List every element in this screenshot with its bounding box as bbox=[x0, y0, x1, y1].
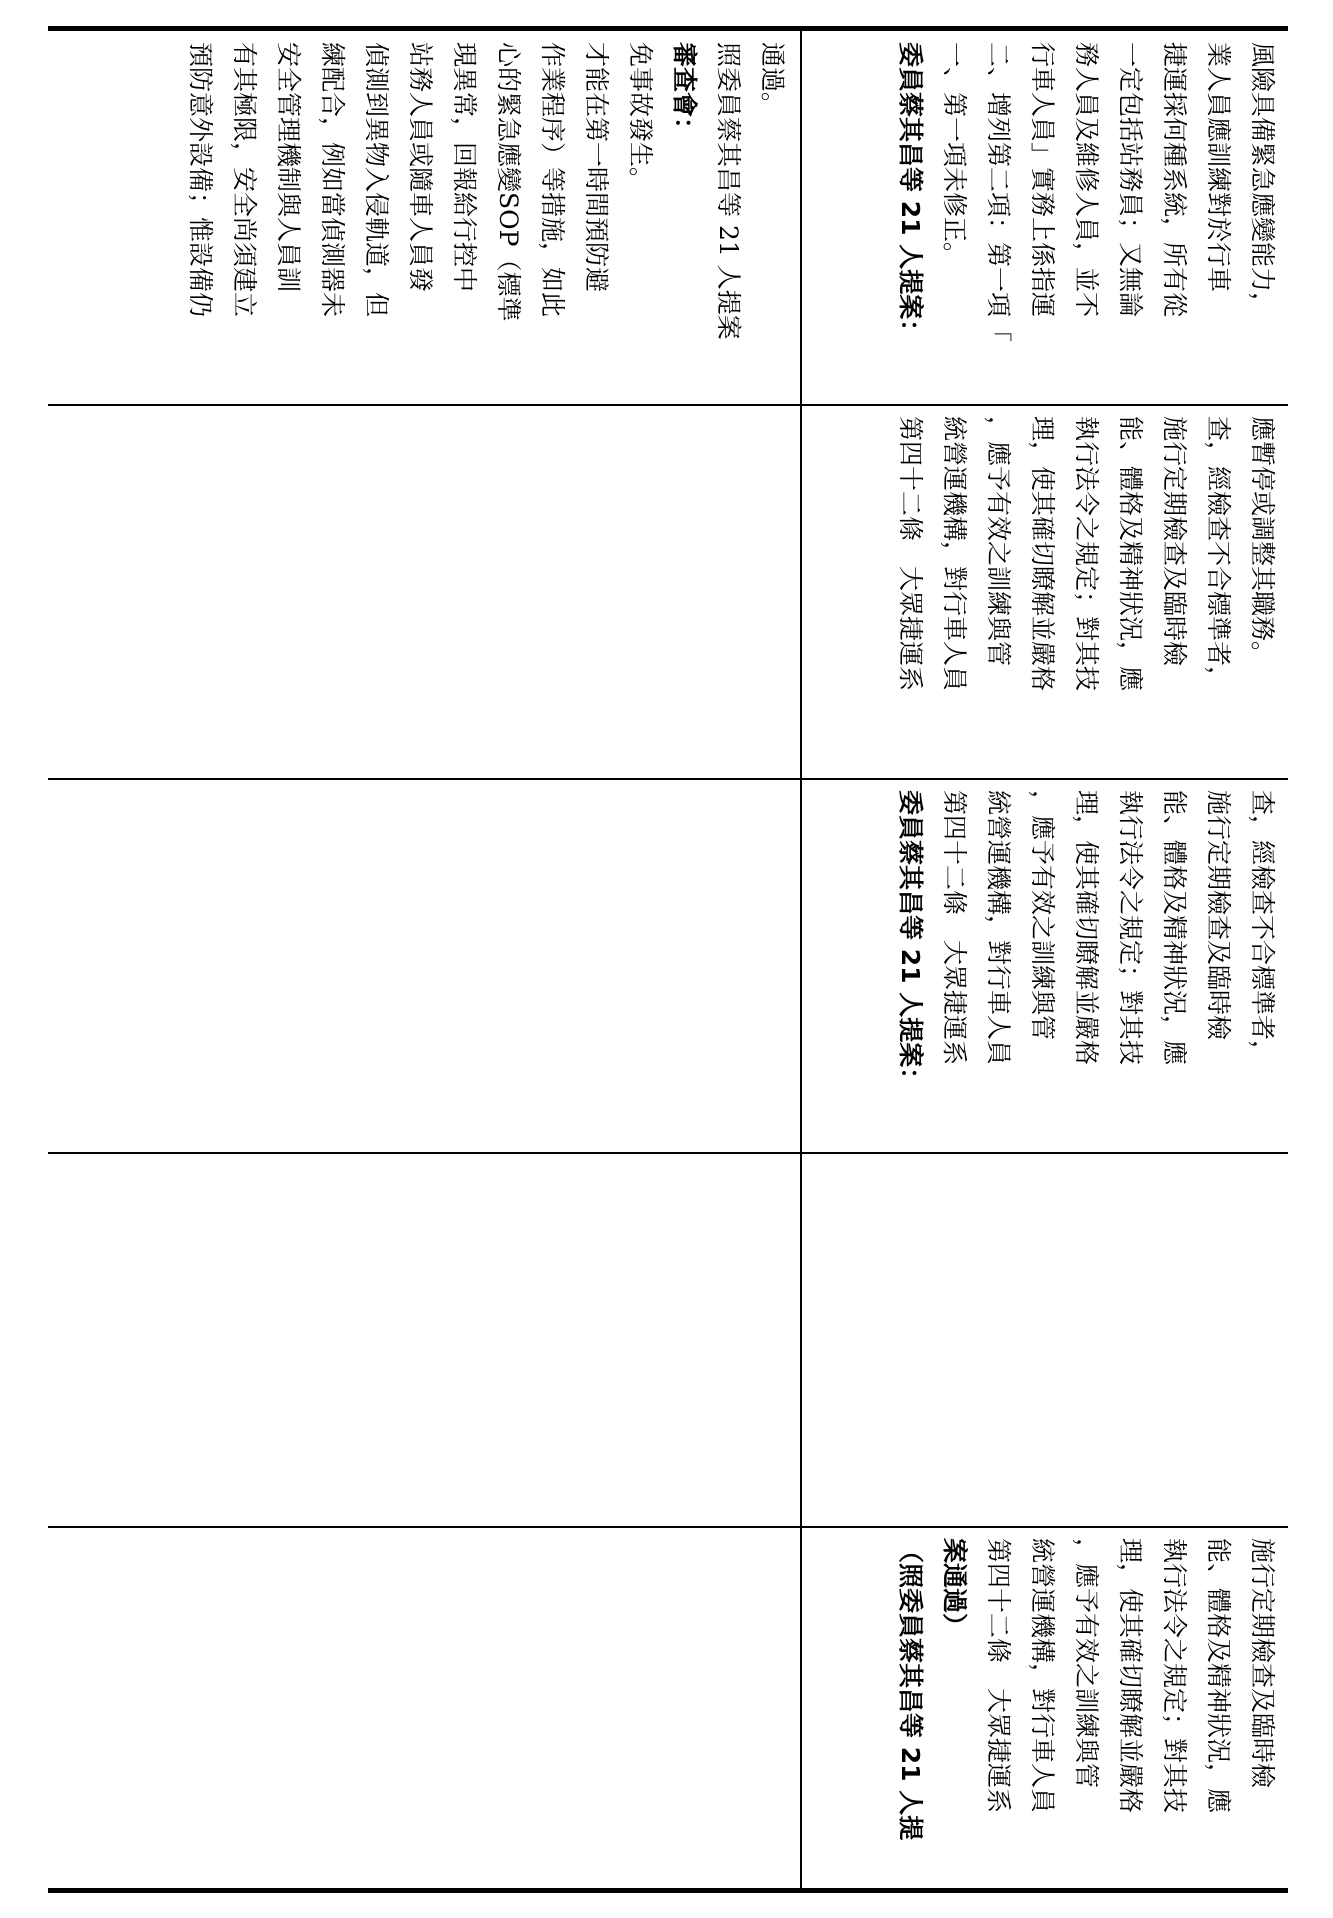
text-line: 預防意外設備；惟設備仍 bbox=[186, 42, 215, 318]
text-line: 現異常，回報給行控中 bbox=[450, 42, 479, 293]
text-line: 統營運機構，對行車人員 bbox=[984, 790, 1013, 1066]
text-line: 施行定期檢查及臨時檢 bbox=[1248, 1538, 1277, 1789]
text-line: 安全管理機制與人員訓 bbox=[274, 42, 303, 293]
text-line: 業人員應訓練對於行車 bbox=[1204, 42, 1233, 293]
row1-left-cell bbox=[50, 32, 798, 404]
table-bottom-rule bbox=[48, 1888, 1288, 1893]
text-line: 練配合，例如當偵測器未 bbox=[318, 42, 347, 318]
row1-right-cell bbox=[802, 32, 1288, 404]
text-line: 理，使其確切瞭解並嚴格 bbox=[1028, 416, 1057, 692]
text-line: 能、體格及精神狀況，應 bbox=[1160, 790, 1189, 1066]
text-line: 統營運機構，對行車人員 bbox=[940, 416, 969, 692]
text-line: 通過。 bbox=[758, 42, 787, 118]
text-line: 一定包括站務員；又無論 bbox=[1116, 42, 1145, 318]
text-line: （照委員蔡其昌等 21 人提 bbox=[896, 1538, 925, 1841]
text-line: 一、第一項未修正。 bbox=[940, 42, 969, 268]
text-line: 理，使其確切瞭解並嚴格 bbox=[1072, 790, 1101, 1066]
text-line: 查，經檢查不合標準者， bbox=[1248, 790, 1277, 1066]
text-line: 委員蔡其昌等 21 人提案： bbox=[896, 790, 925, 1093]
text-line: 施行定期檢查及臨時檢 bbox=[1160, 416, 1189, 667]
text-line: 務人員及維修人員，並不 bbox=[1072, 42, 1101, 318]
text-line: 捷運採何種系統，所有從 bbox=[1160, 42, 1189, 318]
text-line: 執行法令之規定；對其技 bbox=[1160, 1538, 1189, 1814]
text-line: 有其極限，安全尚須建立 bbox=[230, 42, 259, 318]
text-line: 第四十二條 大眾捷運系 bbox=[984, 1538, 1013, 1814]
text-line: 站務人員或隨車人員發 bbox=[406, 42, 435, 293]
text-line: 應暫停或調整其職務。 bbox=[1248, 416, 1277, 667]
text-line: 執行法令之規定；對其技 bbox=[1116, 790, 1145, 1066]
text-line: 審查會： bbox=[670, 42, 699, 143]
text-line: 統營運機構，對行車人員 bbox=[1028, 1538, 1057, 1814]
text-line: 偵測到異物入侵軌道，但 bbox=[362, 42, 391, 318]
text-line: 施行定期檢查及臨時檢 bbox=[1204, 790, 1233, 1041]
text-line: 查，經檢查不合標準者， bbox=[1204, 416, 1233, 692]
text-line: 第四十二條 大眾捷運系 bbox=[896, 416, 925, 692]
text-line: 才能在第一時間預防避 bbox=[582, 42, 611, 293]
text-line: 案通過） bbox=[940, 1538, 969, 1639]
text-line: 能、體格及精神狀況，應 bbox=[1204, 1538, 1233, 1814]
row3-right-cell bbox=[802, 780, 1288, 1152]
text-line: 二、增列第二項：第一項「 bbox=[984, 42, 1013, 343]
text-line: 能、體格及精神狀況，應 bbox=[1116, 416, 1145, 692]
text-line: 照委員蔡其昌等 21 人提案 bbox=[714, 42, 743, 340]
text-line: 第四十二條 大眾捷運系 bbox=[940, 790, 969, 1066]
text-line: 風險具備緊急應變能力， bbox=[1248, 42, 1277, 318]
row-divider bbox=[48, 1152, 1288, 1154]
text-line: 心的緊急應變SOP（標準 bbox=[494, 42, 523, 322]
text-line: 委員蔡其昌等 21 人提案： bbox=[896, 42, 925, 345]
row5-right-cell bbox=[802, 1528, 1288, 1888]
text-line: 作業程序）等措施，如此 bbox=[538, 42, 567, 318]
text-line: 執行法令之規定；對其技 bbox=[1072, 416, 1101, 692]
text-line: ，應予有效之訓練與管 bbox=[984, 416, 1013, 667]
text-line: 理，使其確切瞭解並嚴格 bbox=[1116, 1538, 1145, 1814]
text-line: ，應予有效之訓練與管 bbox=[1072, 1538, 1101, 1789]
text-line: 免事故發生。 bbox=[626, 42, 655, 193]
row2-right-cell bbox=[802, 406, 1288, 778]
text-line: ，應予有效之訓練與管 bbox=[1028, 790, 1057, 1041]
table-top-rule bbox=[48, 26, 1288, 31]
text-line: 行車人員」實務上係指運 bbox=[1028, 42, 1057, 318]
